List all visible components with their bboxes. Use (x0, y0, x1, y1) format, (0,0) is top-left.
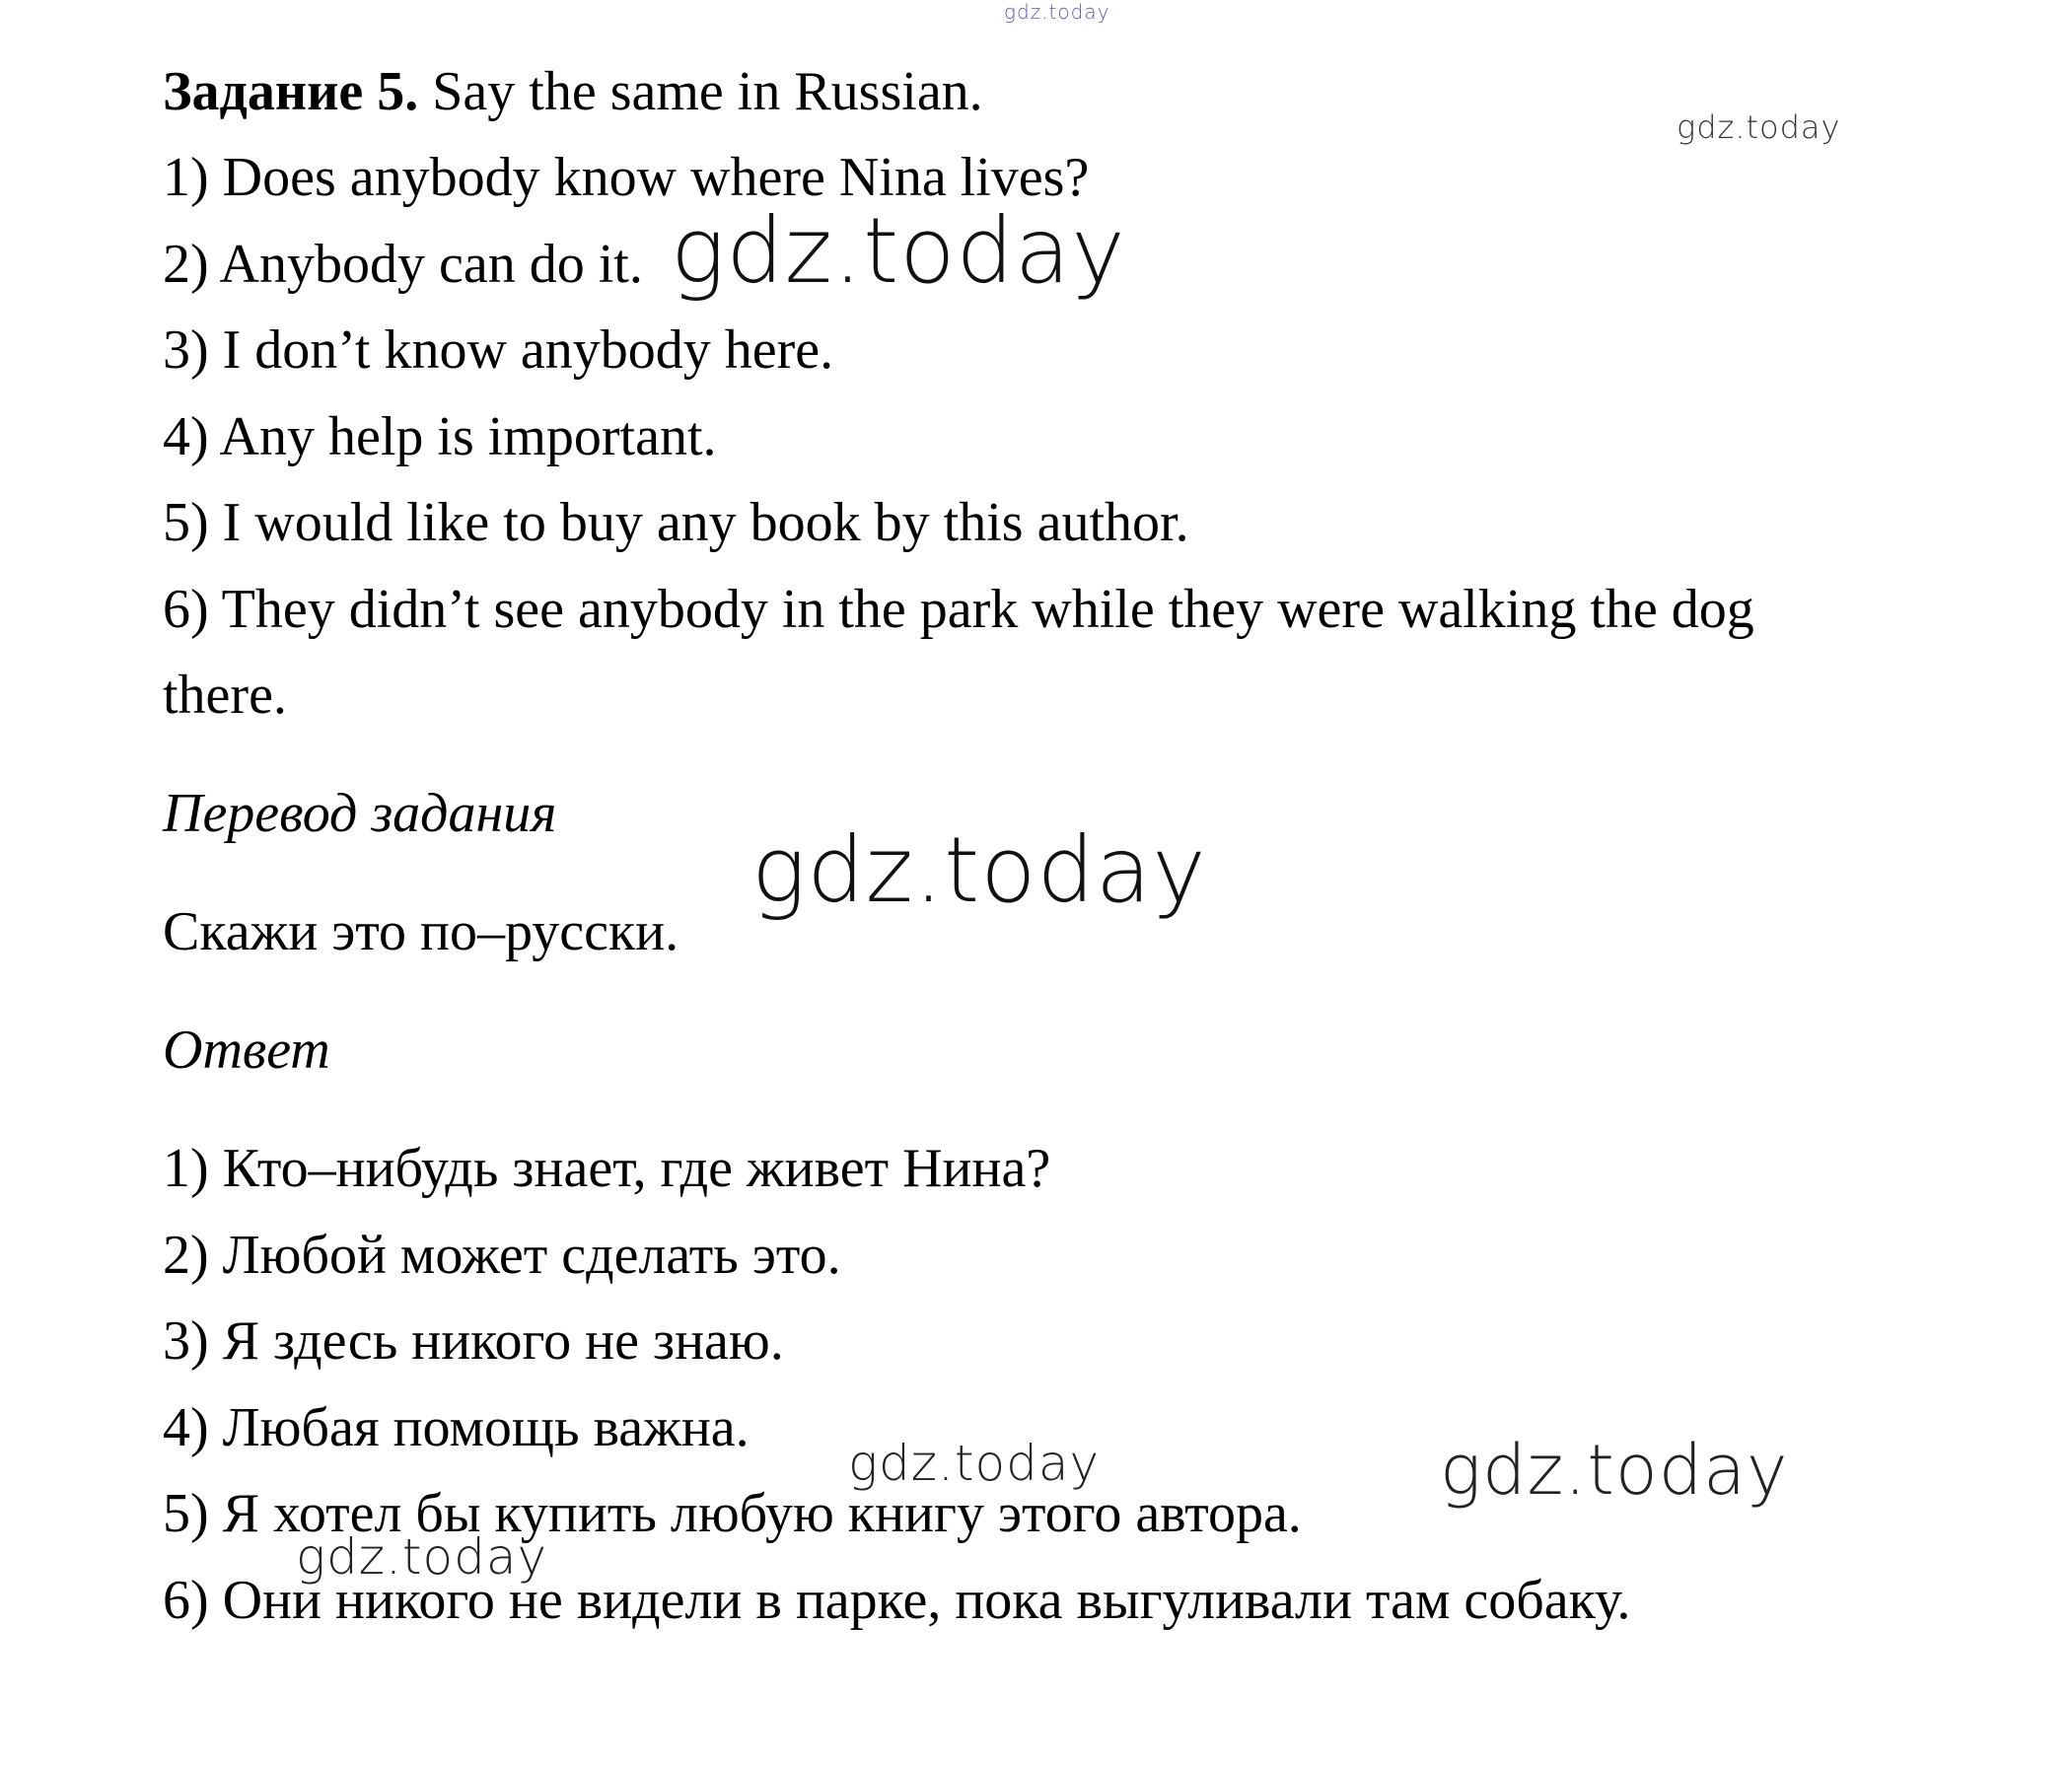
task-item-5: 5) I would like to buy any book by this author. (163, 492, 1189, 553)
answer-item-2: 2) Любой может сделать это. (163, 1225, 841, 1286)
watermark-large-2: gdz.today (751, 817, 1207, 923)
task-item-4: 4) Any help is important. (163, 406, 717, 467)
task-item-6: 6) They didn’t see anybody in the park while they were walking the dog (163, 579, 1754, 640)
answer-item-6: 6) Они никого не видели в парке, пока выгуливали там собаку. (163, 1570, 1631, 1631)
task-item-2: 2) Anybody can do it. (163, 234, 643, 295)
answer-heading: Ответ (163, 1020, 330, 1081)
watermark-medium-2: gdz.today (1440, 1430, 1789, 1511)
task-item-6-continuation: there. (163, 665, 287, 726)
task-item-3: 3) I don’t know anybody here. (163, 319, 834, 381)
answer-item-4: 4) Любая помощь важна. (163, 1397, 750, 1458)
task-item-1: 1) Does anybody know where Nina lives? (163, 147, 1090, 208)
task-instruction: Say the same in Russian. (418, 61, 983, 122)
translation-text: Скажи это по–русски. (163, 901, 679, 962)
watermark-large-1: gdz.today (671, 198, 1126, 304)
watermark-corner: gdz.today (1677, 108, 1841, 146)
task-label: Задание 5. (163, 61, 419, 122)
watermark-medium-1: gdz.today (848, 1435, 1101, 1492)
answer-item-5: 5) Я хотел бы купить любую книгу этого автора. (163, 1483, 1302, 1544)
task-header (163, 57, 983, 126)
translation-heading: Перевод задания (163, 783, 557, 844)
watermark-top: gdz.today (1004, 0, 1110, 24)
answer-item-1: 1) Кто–нибудь знает, где живет Нина? (163, 1138, 1051, 1199)
watermark-medium-3: gdz.today (296, 1528, 548, 1586)
answer-item-3: 3) Я здесь никого не знаю. (163, 1310, 784, 1372)
